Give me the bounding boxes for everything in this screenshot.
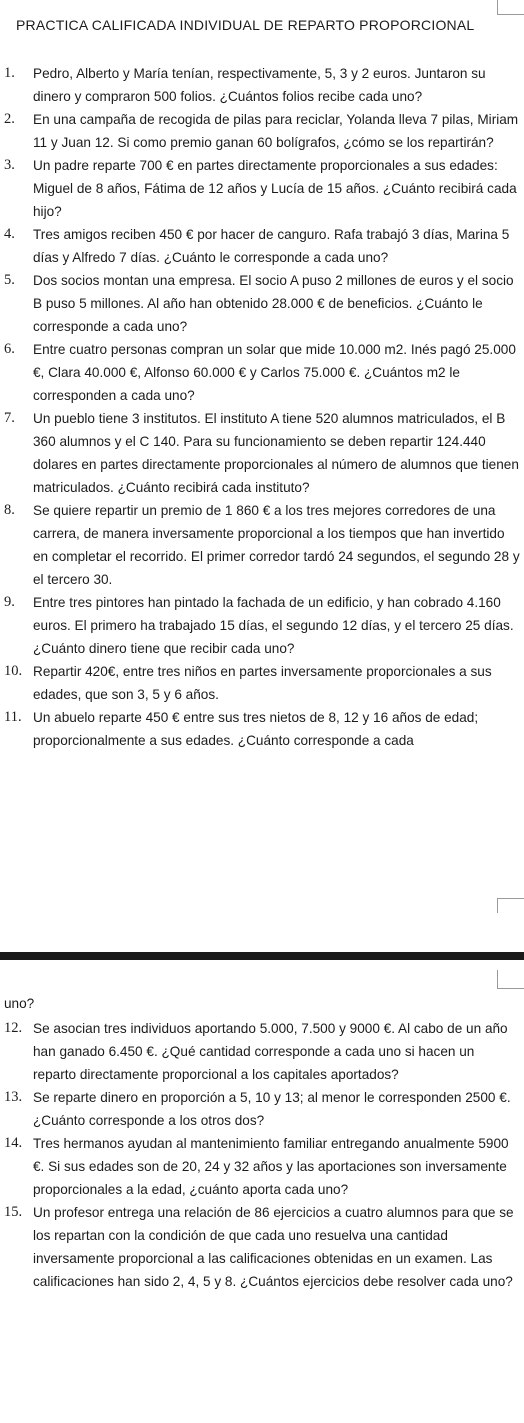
exercise-text: Se asocian tres individuos aportando 5.000, 7.500 y 9000 €. Al cabo de un año han ganado 6.450 €. ¿Qué cantidad corresponde a cada uno si hacen un reparto directamente proporcional a los capitales aportados? — [33, 1021, 508, 1082]
exercise-item — [0, 1017, 524, 1086]
exercise-number: 2. — [4, 111, 15, 127]
document-title: PRACTICA CALIFICADA INDIVIDUAL DE REPARTO PROPORCIONAL — [16, 17, 475, 33]
exercise-text: Un pueblo tiene 3 institutos. El instituto A tiene 520 alumnos matriculados, el B 360 alumnos y el C 140. Para su funcionamiento se deben repartir 124.440 dolares en partes directamente proporcionales al número de alumnos que tienen matriculados. ¿Cuánto recibirá cada instituto? — [33, 411, 519, 495]
exercise-item — [0, 154, 524, 223]
exercise-list-page-2 — [0, 1017, 524, 1293]
exercise-number: 15. — [4, 1204, 23, 1220]
exercise-number: 5. — [4, 272, 15, 288]
exercise-item — [0, 591, 524, 660]
exercise-text: Un abuelo reparte 450 € entre sus tres nietos de 8, 12 y 16 años de edad; proporcionalmente a sus edades. ¿Cuánto corresponde a cada — [33, 710, 479, 748]
exercise-number: 14. — [4, 1135, 23, 1151]
exercise-item — [0, 338, 524, 407]
exercise-number: 13. — [4, 1089, 23, 1105]
page-corner-mark — [497, 0, 524, 15]
page-corner-mark — [497, 970, 524, 989]
exercise-number: 3. — [4, 157, 15, 173]
exercise-item — [0, 223, 524, 269]
page-divider — [0, 952, 524, 960]
exercise-text: Tres amigos reciben 450 € por hacer de canguro. Rafa trabajó 3 días, Marina 5 días y Alfredo 7 días. ¿Cuánto le corresponde a cada uno? — [33, 227, 510, 265]
exercise-number: 6. — [4, 341, 15, 357]
exercise-number: 11. — [4, 709, 22, 725]
exercise-item — [0, 108, 524, 154]
exercise-item — [0, 706, 524, 752]
exercise-item — [0, 499, 524, 591]
exercise-text: Entre tres pintores han pintado la fachada de un edificio, y han cobrado 4.160 euros. El primero ha trabajado 15 días, el segundo 12 días, y el tercero 25 días. ¿Cuánto dinero tiene que recibir cada uno? — [33, 595, 514, 656]
exercise-text: Un profesor entrega una relación de 86 ejercicios a cuatro alumnos para que se los repartan con la condición de que cada uno resuelva una cantidad inversamente proporcional a las calificaciones obtenidas en un examen. Las calificaciones han sido 2, 4, 5 y 8. ¿Cuántos ejercicios debe resolver cada uno? — [33, 1205, 514, 1289]
exercise-text: Se reparte dinero en proporción a 5, 10 y 13; al menor le corresponden 2500 €. ¿Cuánto corresponde a los otros dos? — [33, 1090, 511, 1128]
exercise-item — [0, 660, 524, 706]
page-corner-mark — [497, 898, 524, 913]
exercise-number: 7. — [4, 410, 15, 426]
exercise-number: 4. — [4, 226, 15, 242]
exercise-item — [0, 1086, 524, 1132]
exercise-continuation: uno? — [4, 996, 35, 1011]
exercise-number: 8. — [4, 502, 15, 518]
exercise-item — [0, 1132, 524, 1201]
exercise-number: 9. — [4, 594, 15, 610]
exercise-text: Dos socios montan una empresa. El socio A puso 2 millones de euros y el socio B puso 5 millones. Al año han obtenido 28.000 € de beneficios. ¿Cuánto le corresponde a cada uno? — [33, 273, 514, 334]
exercise-text: Se quiere repartir un premio de 1 860 € a los tres mejores corredores de una carrera, de manera inversamente proporcional a los tiempos que han invertido en completar el recorrido. El primer corredor tardó 24 segundos, el segundo 28 y el tercero 30. — [33, 503, 520, 587]
exercise-text: Entre cuatro personas compran un solar que mide 10.000 m2. Inés pagó 25.000 €, Clara 40.000 €, Alfonso 60.000 € y Carlos 75.000 €. ¿Cuántos m2 le corresponden a cada uno? — [33, 342, 516, 403]
exercise-text: Un padre reparte 700 € en partes directamente proporcionales a sus edades: Miguel de 8 años, Fátima de 12 años y Lucía de 15 años. ¿Cuánto recibirá cada hijo? — [33, 158, 517, 219]
exercise-text: Repartir 420€, entre tres niños en partes inversamente proporcionales a sus edades, que son 3, 5 y 6 años. — [33, 664, 492, 702]
exercise-item — [0, 62, 524, 108]
exercise-text: Pedro, Alberto y María tenían, respectivamente, 5, 3 y 2 euros. Juntaron su dinero y compraron 500 folios. ¿Cuántos folios recibe cada uno? — [33, 66, 486, 104]
exercise-text: En una campaña de recogida de pilas para reciclar, Yolanda lleva 7 pilas, Miriam 11 y Juan 12. Si como premio ganan 60 bolígrafos, ¿cómo se los repartirán? — [33, 112, 519, 150]
exercise-item — [0, 269, 524, 338]
exercise-number: 12. — [4, 1020, 23, 1036]
exercise-number: 10. — [4, 663, 23, 679]
exercise-text: Tres hermanos ayudan al mantenimiento familiar entregando anualmente 5900 €. Si sus edades son de 20, 24 y 32 años y las aportaciones son inversamente proporcionales a la edad, ¿cuánto aporta cada uno? — [33, 1136, 509, 1197]
exercise-number: 1. — [4, 65, 15, 81]
exercise-item — [0, 407, 524, 499]
exercise-item — [0, 1201, 524, 1293]
exercise-list-page-1 — [0, 62, 524, 752]
